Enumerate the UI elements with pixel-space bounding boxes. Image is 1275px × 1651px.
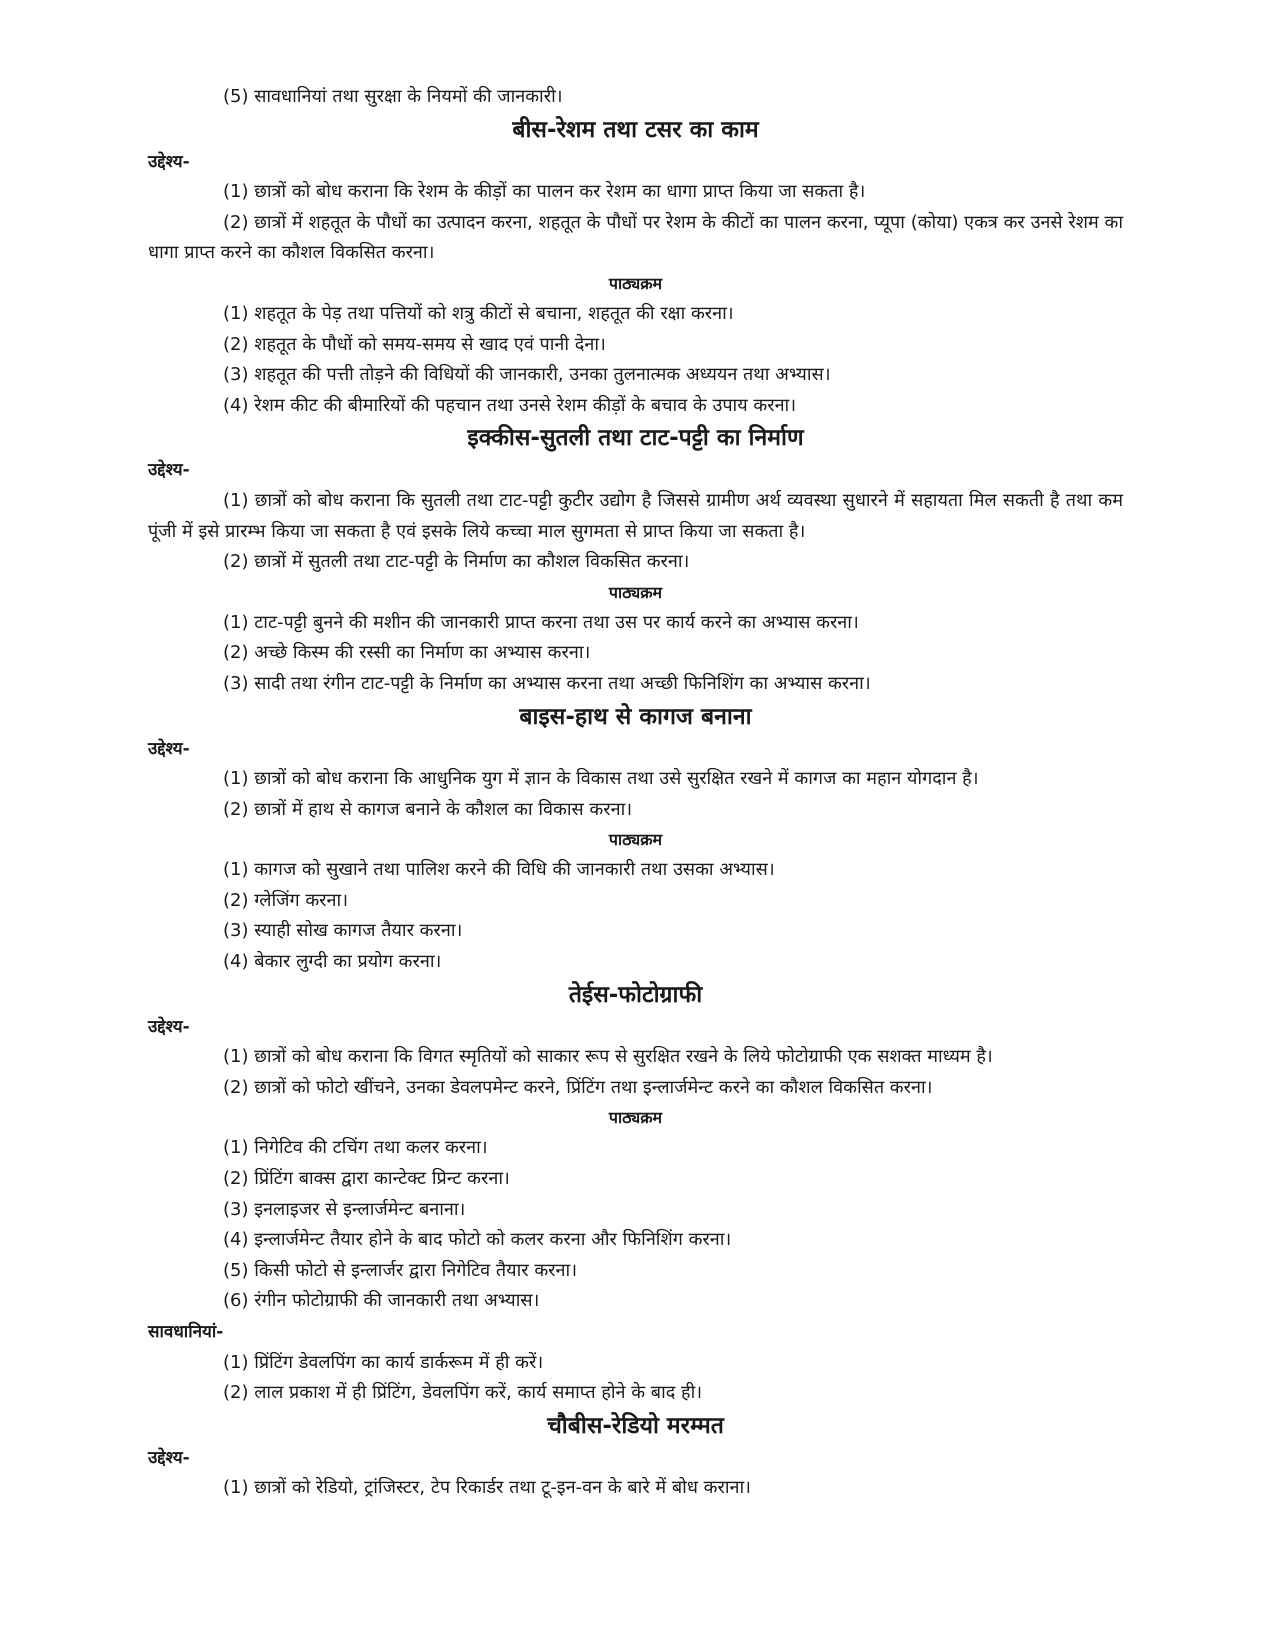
syllabus-label: पाठ्यक्रम	[608, 582, 663, 602]
objective-item: (1) छात्रों को बोध कराना कि सुतली तथा टाट-पट्टी कुटीर उद्योग है जिससे ग्रामीण अर्थ व्यवस्था सुधारने में सहायता मिल सकती है तथा कम पूंजी में इसे प्रारम्भ किया जा सकता है एवं इसके लिये कच्चा माल सुगमता से प्राप्त किया जा सकता है।	[148, 489, 1123, 542]
objectives-label: उद्देश्य-	[148, 738, 190, 759]
objective-item: (2) छात्रों को फोटो खींचने, उनका डेवलपमेन्ट करने, प्रिंटिंग तथा इन्लार्जमेन्ट करने का कौशल विकसित करना।	[223, 1076, 933, 1098]
syllabus-item: (4) रेशम कीट की बीमारियों की पहचान तथा उनसे रेशम कीड़ों के बचाव के उपाय करना।	[223, 394, 797, 416]
syllabus-item: (2) अच्छे किस्म की रस्सी का निर्माण का अभ्यास करना।	[223, 642, 591, 664]
syllabus-item: (4) इन्लार्जमेन्ट तैयार होने के बाद फोटो को कलर करना और फिनिशिंग करना।	[223, 1229, 732, 1251]
section-photography	[148, 978, 1123, 1409]
syllabus-item: (2) शहतूत के पौधों को समय-समय से खाद एवं पानी देना।	[223, 333, 606, 355]
objectives-label: उद्देश्य-	[148, 1447, 190, 1468]
objective-item: (1) छात्रों को बोध कराना कि विगत स्मृतियों को साकार रूप से सुरक्षित रखने के लिये फोटोग्राफी एक सशक्त माध्यम है।	[223, 1046, 993, 1068]
page-content	[148, 82, 1123, 1504]
objective-item: (1) छात्रों को रेडियो, ट्रांजिस्टर, टेप रिकार्डर तथा टू-इन-वन के बारे में बोध कराना।	[223, 1477, 751, 1499]
precaution-item: (1) प्रिंटिंग डेवलपिंग का कार्य डार्करूम में ही करें।	[223, 1351, 544, 1373]
syllabus-label: पाठ्यक्रम	[608, 273, 663, 293]
section-silk	[148, 113, 1123, 422]
objective-item: (1) छात्रों को बोध कराना कि आधुनिक युग में ज्ञान के विकास तथा उसे सुरक्षित रखने में कागज का महान योगदान है।	[223, 768, 979, 790]
section-paper	[148, 700, 1123, 978]
syllabus-label: पाठ्यक्रम	[608, 1108, 663, 1128]
intro-item: (5) सावधानियां तथा सुरक्षा के नियमों की जानकारी।	[223, 86, 563, 107]
section-title: चौबीस-रेडियो मरम्मत	[547, 1412, 724, 1439]
syllabus-item: (3) इनलाइजर से इन्लार्जमेन्ट बनाना।	[223, 1198, 466, 1220]
syllabus-item: (5) किसी फोटो से इन्लार्जर द्वारा निगेटिव तैयार करना।	[223, 1259, 578, 1281]
syllabus-item: (1) निगेटिव की टचिंग तथा कलर करना।	[223, 1137, 488, 1159]
syllabus-item: (1) शहतूत के पेड़ तथा पत्तियों को शत्रु कीटों से बचाना, शहतूत की रक्षा करना।	[223, 302, 734, 324]
section-title: तेईस-फोटोग्राफी	[568, 981, 703, 1008]
syllabus-item: (3) स्याही सोख कागज तैयार करना।	[223, 920, 463, 942]
section-radio-repair	[148, 1409, 1123, 1504]
objective-item: (2) छात्रों में हाथ से कागज बनाने के कौशल का विकास करना।	[223, 798, 633, 820]
objectives-label: उद्देश्य-	[148, 151, 190, 172]
syllabus-label: पाठ्यक्रम	[608, 830, 663, 850]
objectives-label: उद्देश्य-	[148, 1016, 190, 1037]
section-jute	[148, 421, 1123, 699]
objective-item: (2) छात्रों में सुतली तथा टाट-पट्टी के निर्माण का कौशल विकसित करना।	[223, 551, 690, 573]
precaution-item: (2) लाल प्रकाश में ही प्रिंटिंग, डेवलपिंग करें, कार्य समाप्त होने के बाद ही।	[223, 1382, 703, 1404]
objective-item: (1) छात्रों को बोध कराना कि रेशम के कीड़ों का पालन कर रेशम का धागा प्राप्त किया जा सकता है।	[223, 181, 866, 203]
objectives-label: उद्देश्य-	[148, 460, 190, 481]
syllabus-item: (1) कागज को सुखाने तथा पालिश करने की विधि की जानकारी तथा उसका अभ्यास।	[223, 859, 775, 881]
syllabus-item: (4) बेकार लुग्दी का प्रयोग करना।	[223, 951, 442, 973]
objective-item: (2) छात्रों में शहतूत के पौधों का उत्पादन करना, शहतूत के पौधों पर रेशम के कीटों का पालन करना, प्यूपा (कोया) एकत्र कर उनसे रेशम का धागा प्राप्त करने का कौशल विकसित करना।	[148, 211, 1123, 264]
section-title: इक्कीस-सुतली तथा टाट-पट्टी का निर्माण	[467, 425, 804, 452]
syllabus-item: (1) टाट-पट्टी बुनने की मशीन की जानकारी प्राप्त करना तथा उस पर कार्य करने का अभ्यास करना।	[223, 611, 859, 633]
syllabus-item: (2) प्रिंटिंग बाक्स द्वारा कान्टेक्ट प्रिन्ट करना।	[223, 1168, 510, 1190]
precautions-label: सावधानियां-	[148, 1322, 224, 1342]
section-title: बाइस-हाथ से कागज बनाना	[519, 703, 752, 730]
syllabus-item: (3) सादी तथा रंगीन टाट-पट्टी के निर्माण का अभ्यास करना तथा अच्छी फिनिशिंग का अभ्यास करना।	[223, 672, 871, 694]
syllabus-item: (6) रंगीन फोटोग्राफी की जानकारी तथा अभ्यास।	[223, 1290, 540, 1312]
syllabus-item: (2) ग्लेजिंग करना।	[223, 889, 349, 911]
syllabus-item: (3) शहतूत की पत्ती तोड़ने की विधियों की जानकारी, उनका तुलनात्मक अध्ययन तथा अभ्यास।	[223, 364, 831, 386]
section-title: बीस-रेशम तथा टसर का काम	[512, 116, 759, 143]
